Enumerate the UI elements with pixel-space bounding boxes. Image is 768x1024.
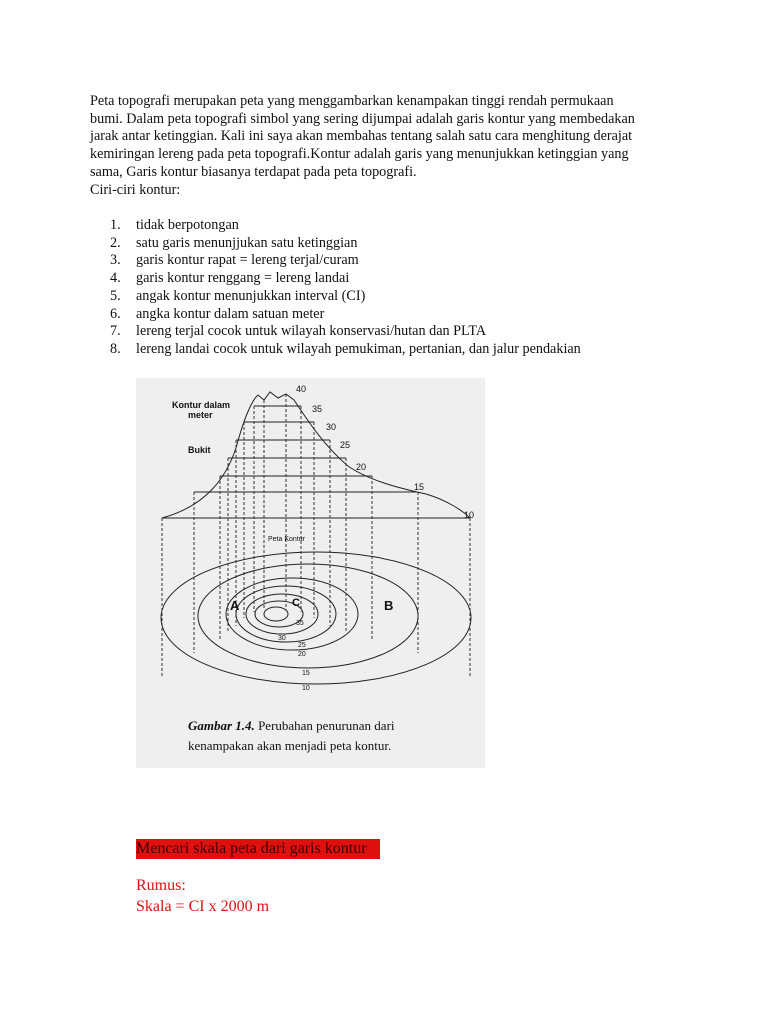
elevation-label: 35 [312, 404, 323, 414]
figure-caption-line2: kenampakan akan menjadi peta kontur. [188, 738, 392, 753]
formula-text: Skala = CI x 2000 m [136, 898, 270, 915]
label-meter: meter [188, 410, 213, 420]
map-elevation-label: 25 [298, 642, 306, 649]
contour-ring-15 [198, 564, 418, 668]
figure-caption-line1: Gambar 1.4. Perubahan penurunan dari [188, 718, 395, 733]
label-b: B [384, 598, 394, 613]
contour-figure [136, 378, 485, 768]
elevation-label: 30 [326, 422, 337, 432]
list-item: 6. angka kontur dalam satuan meter [110, 305, 325, 322]
intro-line: sama, Garis kontur biasanya terdapat pada peta topografi. [90, 163, 417, 180]
elevation-label: 15 [414, 482, 425, 492]
map-elevation-label: 15 [302, 670, 310, 677]
list-item: 7. lereng terjal cocok untuk wilayah konservasi/hutan dan PLTA [110, 323, 487, 340]
label-kontur: Kontur dalam [172, 400, 231, 410]
contour-ring-30 [246, 594, 318, 634]
contour-ring-10 [161, 552, 471, 684]
map-elevation-label: 10 [302, 685, 310, 692]
elevation-label: 10 [464, 510, 475, 520]
section-heading: Mencari skala peta dari garis kontur [136, 839, 380, 859]
list-item: 4. garis kontur renggang = lereng landai [110, 270, 350, 287]
intro-line: kemiringan lereng pada peta topografi.Kontur adalah garis yang menunjukkan ketinggian yang [90, 146, 629, 163]
map-elevation-label: 20 [298, 651, 306, 658]
intro-line: Peta topografi merupakan peta yang menggambarkan kenampakan tinggi rendah permukaan [90, 93, 614, 109]
contour-diagram [136, 378, 485, 768]
map-elevation-label: 30 [278, 635, 286, 642]
formula-label: Rumus: [136, 877, 186, 894]
intro-line: jarak antar ketinggian. Kali ini saya akan membahas tentang salah satu cara menghitung derajat [90, 128, 633, 145]
label-a: A [230, 598, 240, 613]
label-bukit: Bukit [188, 445, 211, 455]
list-intro-heading: Ciri-ciri kontur: [90, 181, 181, 198]
list-item: 2. satu garis menunjjukan satu ketinggian [110, 234, 358, 251]
map-elevation-label: 35 [296, 620, 304, 627]
elevation-label: 20 [356, 462, 367, 472]
intro-line: bumi. Dalam peta topografi simbol yang sering dijumpai adalah garis kontur yang membedakan [90, 110, 635, 127]
label-c: C [292, 597, 300, 609]
contour-characteristics-list [110, 217, 581, 359]
list-item: 3. garis kontur rapat = lereng terjal/curam [110, 252, 359, 269]
list-item: 5. angak kontur menunjukkan interval (CI) [110, 287, 366, 304]
list-item: 8. lereng landai cocok untuk wilayah pemukiman, pertanian, dan jalur pendakian [110, 340, 581, 357]
elevation-label: 40 [296, 384, 307, 394]
intro-paragraph [90, 93, 690, 199]
list-item: 1. tidak berpotongan [110, 217, 239, 233]
elevation-label: 25 [340, 440, 351, 450]
contour-ring-40 [264, 607, 288, 621]
label-peta-kontur: Peta Kontur [268, 536, 305, 543]
